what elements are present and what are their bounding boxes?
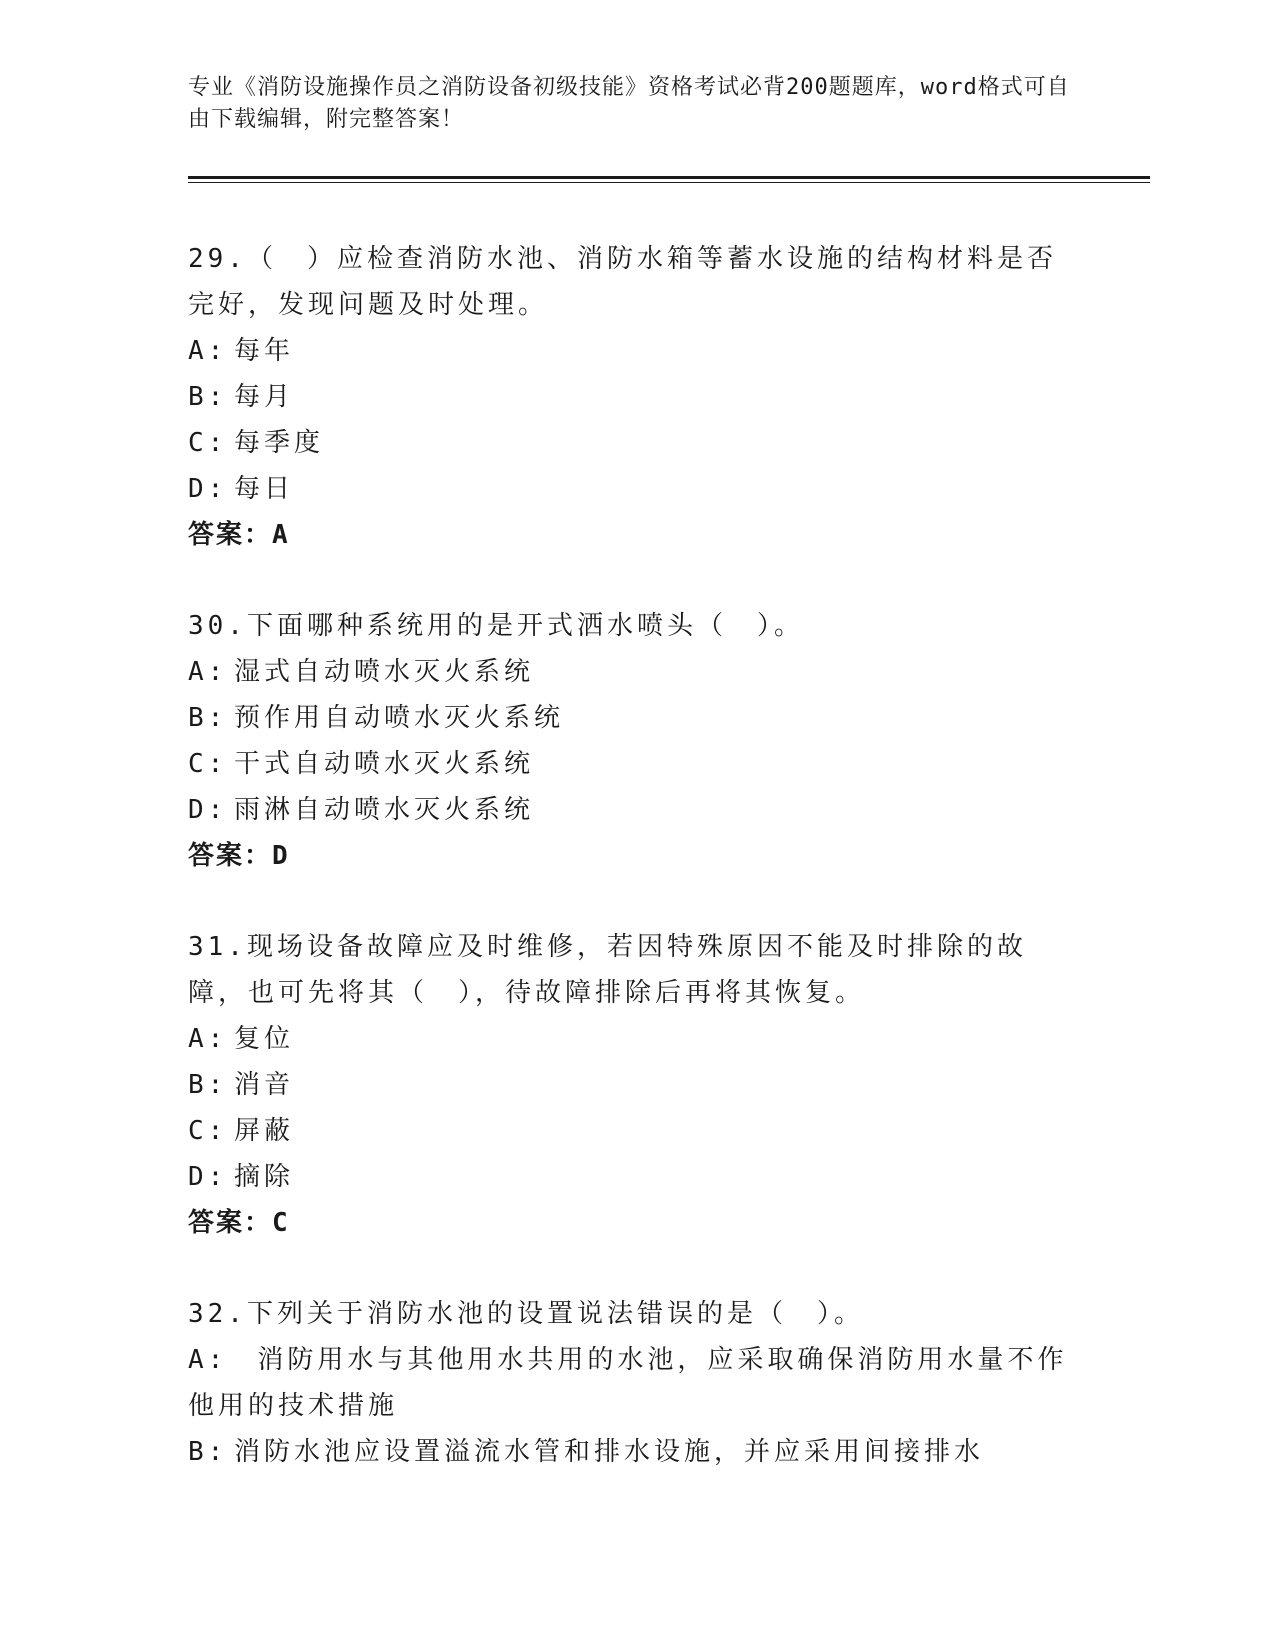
- option-text: 消防水池应设置溢流水管和排水设施，并应采用间接排水: [234, 1437, 985, 1467]
- option-letter: B:: [188, 382, 228, 412]
- question-list: [188, 236, 1078, 1520]
- option-text: 复位: [234, 1024, 295, 1054]
- option-a: [188, 1337, 1078, 1429]
- question-text: 32.下列关于消防水池的设置说法错误的是（ ）。: [188, 1299, 864, 1329]
- option-d: [188, 466, 1078, 512]
- option-text: 屏蔽: [234, 1116, 295, 1146]
- option-text: 每季度: [234, 428, 325, 458]
- option-d: [188, 1154, 1078, 1200]
- option-text: 雨淋自动喷水灭火系统: [234, 795, 535, 825]
- option-letter: B:: [188, 1070, 228, 1100]
- option-letter: C:: [188, 749, 228, 779]
- answer-label: 答案：A: [188, 520, 290, 550]
- option-b: [188, 1429, 1078, 1475]
- option-letter: B:: [188, 703, 228, 733]
- option-c: [188, 420, 1078, 466]
- option-text: 消防用水与其他用水共用的水池，应采取确保消防用水量不作他用的技术措施: [188, 1345, 1068, 1421]
- option-a: [188, 649, 1078, 695]
- question-32: [188, 1291, 1078, 1475]
- question-30: [188, 603, 1078, 879]
- option-letter: C:: [188, 428, 228, 458]
- question-text: 29.（ ）应检查消防水池、消防水箱等蓄水设施的结构材料是否完好，发现问题及时处理。: [188, 244, 1057, 320]
- option-text: 每年: [234, 336, 295, 366]
- option-letter: D:: [188, 795, 228, 825]
- option-text: 干式自动喷水灭火系统: [234, 749, 535, 779]
- header-divider-thick: [188, 176, 1150, 179]
- option-letter: A:: [188, 1024, 228, 1054]
- option-a: [188, 1016, 1078, 1062]
- option-b: [188, 1062, 1078, 1108]
- option-c: [188, 1108, 1078, 1154]
- option-letter: D:: [188, 1162, 228, 1192]
- document-header: 专业《消防设施操作员之消防设备初级技能》资格考试必背200题题库，word格式可自由下载编辑，附完整答案！: [188, 75, 1070, 132]
- answer-label: 答案：D: [188, 841, 290, 871]
- option-text: 预作用自动喷水灭火系统: [234, 703, 565, 733]
- answer-label: 答案：C: [188, 1208, 290, 1238]
- option-letter: A:: [188, 1345, 228, 1375]
- option-b: [188, 695, 1078, 741]
- option-c: [188, 741, 1078, 787]
- question-29: [188, 236, 1078, 558]
- option-text: 每日: [234, 474, 295, 504]
- option-letter: D:: [188, 474, 228, 504]
- question-text: 31.现场设备故障应及时维修，若因特殊原因不能及时排除的故障，也可先将其（ ），待故障排除后再将其恢复。: [188, 932, 1027, 1008]
- option-letter: B:: [188, 1437, 228, 1467]
- option-b: [188, 374, 1078, 420]
- option-text: 每月: [234, 382, 295, 412]
- option-d: [188, 787, 1078, 833]
- option-letter: C:: [188, 1116, 228, 1146]
- option-letter: A:: [188, 657, 228, 687]
- option-text: 消音: [234, 1070, 295, 1100]
- option-a: [188, 328, 1078, 374]
- option-text: 摘除: [234, 1162, 295, 1192]
- option-text: 湿式自动喷水灭火系统: [234, 657, 535, 687]
- header-divider-thin: [188, 182, 1150, 183]
- question-text: 30.下面哪种系统用的是开式洒水喷头（ ）。: [188, 611, 804, 641]
- question-31: [188, 924, 1078, 1246]
- option-letter: A:: [188, 336, 228, 366]
